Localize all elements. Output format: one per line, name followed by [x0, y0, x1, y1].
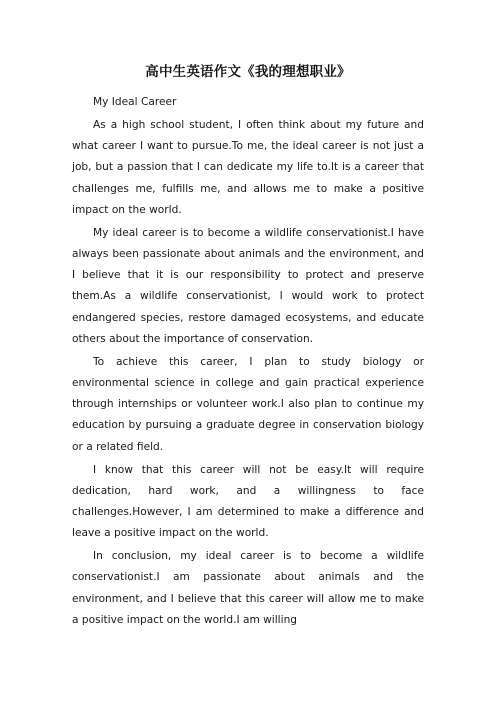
paragraph-2: My ideal career is to become a wildlife conservationist.I have always been passionate about animals and the environment, and I believe that it is our responsibility to protect and preserve them.As a wildlife conservationist, I would work to protect endangered species, restore damaged ecosystems, and educate others about the importance of conservation. [72, 226, 424, 345]
essay-title: My Ideal Career [93, 96, 177, 108]
paragraph-5: In conclusion, my ideal career is to become a wildlife conservationist.I am passionate about animals and the environment, and I believe that this career will allow me to make a positive impact on the world.I am willing [72, 550, 424, 626]
document-body [72, 92, 424, 633]
paragraph-3: To achieve this career, I plan to study biology or environmental science in college and gain practical experience through internships or volunteer work.I also plan to continue my education by pursuing a graduate degree in conservation biology or a related field. [72, 355, 424, 453]
document-title: 高中生英语作文《我的理想职业》 [145, 64, 351, 80]
paragraph-4: I know that this career will not be easy.It will require dedication, hard work, and a willingness to face challenges.However, I am determined to make a difference and leave a positive impact on the world. [72, 463, 424, 540]
paragraph-1: As a high school student, I often think about my future and what career I want to pursue.To me, the ideal career is not just a job, but a passion that I can dedicate my life to.It is a career that challenges me, fulfills me, and allows me to make a positive impact on the world. [72, 119, 424, 216]
